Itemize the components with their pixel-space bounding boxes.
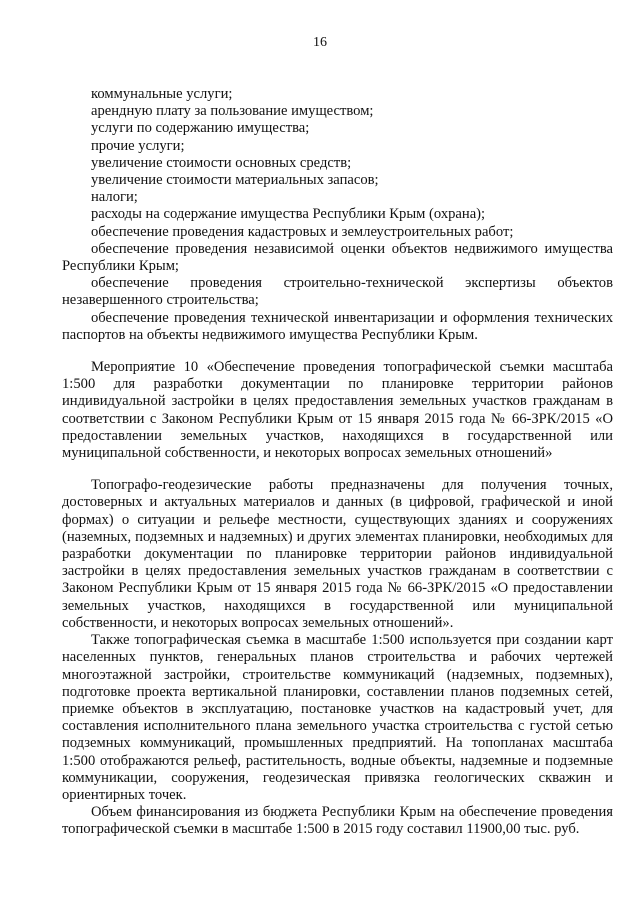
list-item: расходы на содержание имущества Республики Крым (охрана); xyxy=(91,206,486,223)
paragraph-spacer xyxy=(62,462,613,477)
body-paragraph: Также топографическая съемка в масштабе 1:500 используется при создании карт населенных пунктов, генеральных планов строительства и рабочих чертежей многоэтажной застройки, строительстве коммуникаций (надземных, подземных), подготовке проекта вертикальной планировки, составлении планов подземных сетей, приемке объектов в эксплуатацию, постановке участков на кадастровый учет, для составления исполнительного плана земельного участка строительства с густой сетью подземных коммуникаций, промышленных предприятий. На топопланах масштаба 1:500 отображаются рельеф, растительность, водные объекты, надземные и подземные коммуникации, сооружения, геодезическая привязка геологических скважин и ориентирных точек. xyxy=(62,632,613,803)
list-item: услуги по содержанию имущества; xyxy=(91,120,310,137)
list-item: обеспечение проведения строительно-технической экспертизы объектов незавершенного строительства; xyxy=(62,275,613,309)
list-item: налоги; xyxy=(91,189,138,206)
list-item: обеспечение проведения кадастровых и землеустроительных работ; xyxy=(91,223,514,240)
list-item: увеличение стоимости основных средств; xyxy=(91,154,352,171)
page-content xyxy=(62,86,613,839)
list-item: коммунальные услуги; xyxy=(91,86,233,102)
list-item: увеличение стоимости материальных запасов; xyxy=(91,172,379,189)
list-item: обеспечение проведения независимой оценки объектов недвижимого имущества Республики Крым; xyxy=(62,240,613,275)
section-heading-paragraph: Мероприятие 10 «Обеспечение проведения топографической съемки масштаба 1:500 для разработки документации по планировке территории районов индивидуальной застройки в целях предоставления земельных участков гражданам в соответствии с Законом Республики Крым от 15 января 2015 года № 66-ЗРК/2015 «О предоставлении земельных участков, находящихся в государственной или муниципальной собственности, и некоторых вопросах земельных отношений» xyxy=(62,359,613,462)
list-item: арендную плату за пользование имуществом; xyxy=(91,103,374,120)
page-number: 16 xyxy=(313,35,327,50)
list-item: прочие услуги; xyxy=(91,137,185,154)
body-paragraph: Объем финансирования из бюджета Республики Крым на обеспечение проведения топографической съемки в масштабе 1:500 в 2015 году составил 11900,00 тыс. руб. xyxy=(62,804,613,838)
list-item: обеспечение проведения технической инвентаризации и оформления технических паспортов на объекты недвижимого имущества Республики Крым. xyxy=(62,309,613,343)
paragraph-spacer xyxy=(62,344,613,359)
body-paragraph: Топографо-геодезические работы предназначены для получения точных, достоверных и актуальных материалов и данных (в цифровой, графической и иной формах) о ситуации и рельефе местности, существующих зданиях и сооружениях (наземных, подземных и надземных) и других элементах планировки, необходимых для разработки документации по планировке территории районов индивидуальной застройки в целях предоставления земельных участков гражданам в соответствии с Законом Республики Крым от 15 января 2015 года № 66-ЗРК/2015 «О предоставлении земельных участков, находящихся в государственной или муниципальной собственности, и некоторых вопросах земельных отношений». xyxy=(62,477,613,631)
